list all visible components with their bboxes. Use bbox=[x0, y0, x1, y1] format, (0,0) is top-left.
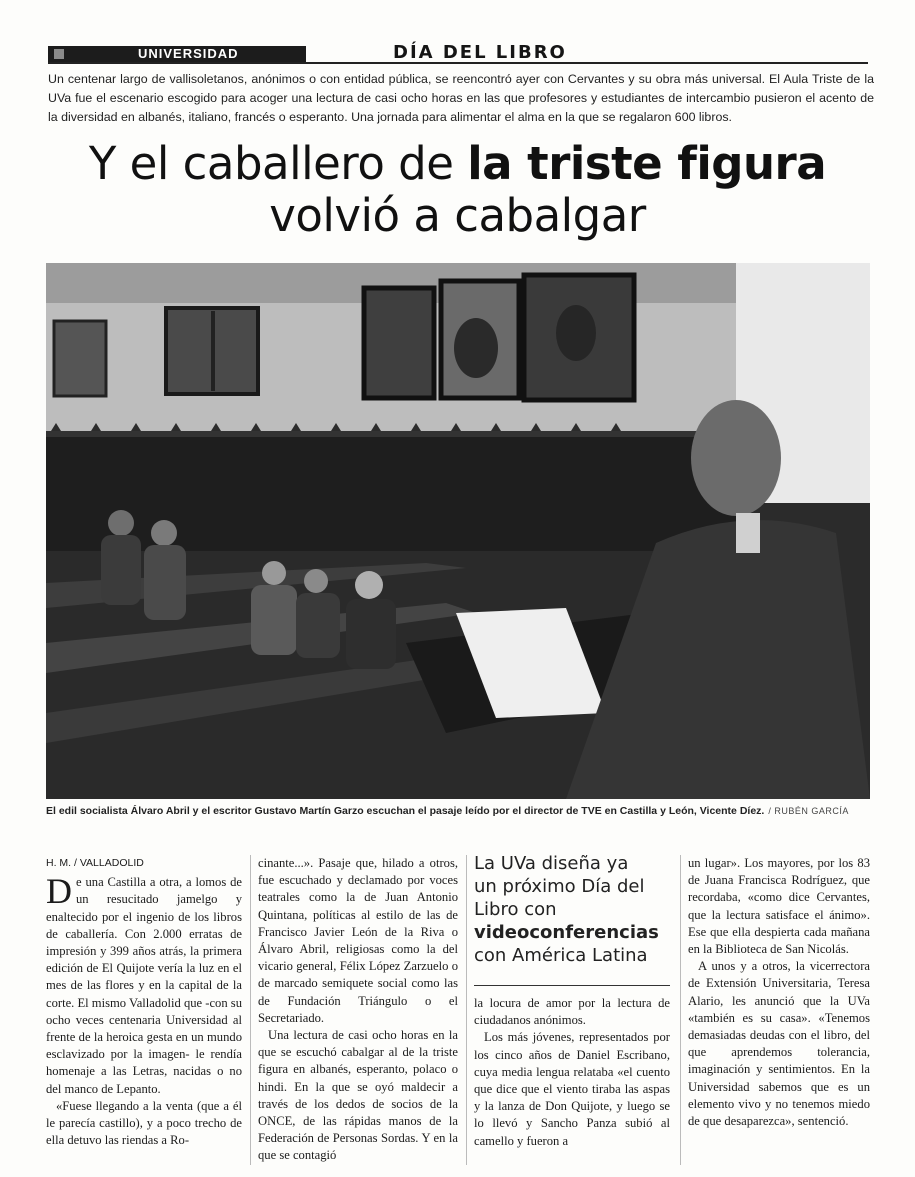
pull-quote-bold: videoconferencias bbox=[474, 922, 659, 943]
photo-illustration bbox=[46, 263, 870, 799]
column-divider-3 bbox=[680, 855, 681, 1165]
section-marker-square bbox=[54, 49, 64, 59]
byline: H. M. / VALLADOLID bbox=[46, 857, 144, 869]
pull-quote-rule bbox=[474, 985, 670, 986]
section-topic: DÍA DEL LIBRO bbox=[393, 42, 567, 63]
photo-caption bbox=[46, 805, 876, 817]
section-label: UNIVERSIDAD bbox=[138, 46, 239, 61]
section-rule bbox=[48, 62, 868, 64]
column-4-paragraph-1: un lugar». Los mayores, por los 83 de Juana Francisca Rodríguez, que recordaba, «como dice Cervantes, que la lectura satisface el ánimo». Ese que ella despierta cada mañana en la Biblioteca de San Nicolás. bbox=[688, 856, 870, 957]
pull-quote bbox=[474, 852, 659, 967]
column-4 bbox=[688, 855, 870, 1130]
section-label-box bbox=[48, 46, 306, 62]
column-2-paragraph-2: Una lectura de casi ocho horas en la que se escuchó cabalgar al de la triste figura en albanés, esperanto, polaco o hindi. En la que se oyó maldecir a través de los dedos de socios de la ONCE, de las rápidas manos de la Federación de Personas Sordas. Y en la que se contagió bbox=[258, 1028, 458, 1163]
column-1 bbox=[46, 855, 242, 1149]
article-headline bbox=[40, 138, 875, 242]
column-2-paragraph-1: cinante...». Pasaje que, hilado a otros, fue escuchado y declamado por voces teatrales como la de Juan Antonio Quintana, políticas al estilo de las de Francisco Javier León de la Riva o Álvaro Abril, religiosas como la del vicario general, Félix López Zarzuelo o de marcado semiquete social como las de Fundación Triángulo o el Secretariado. bbox=[258, 856, 458, 1025]
photo-credit: / RUBÉN GARCÍA bbox=[768, 806, 849, 816]
column-divider-2 bbox=[466, 855, 467, 1165]
caption-text: El edil socialista Álvaro Abril y el escritor Gustavo Martín Garzo escuchan el pasaje leído por el director de TVE en Castilla y León, Vicente Díez. bbox=[46, 805, 765, 817]
lede-paragraph: Un centenar largo de vallisoletanos, anónimos o con entidad pública, se reencontró ayer con Cervantes y su obra más universal. El Aula Triste de la UVa fue el escenario escogido para acoger una lectura de casi ocho horas en las que profesores y estudiantes de intercambio pusieron el acento de la diversidad en albanés, italiano, francés o esperanto. Una jornada para alimentar el alma en la que se regalaron 600 libros. bbox=[48, 72, 874, 124]
headline-part-3: volvió a cabalgar bbox=[269, 189, 646, 242]
column-4-paragraph-2: A unos y a otros, la vicerrectora de Extensión Universitaria, Teresa Alario, les anunció que la UVa «también es su casa». «Tenemos demasiadas deudas con el libro, del que aprendemos tolerancia, imaginación y sentimientos. En la Universidad sabemos que es un elemento vivo y no tenemos miedo de que desaparezca», sentenció. bbox=[688, 959, 870, 1129]
column-2 bbox=[258, 855, 458, 1165]
column-1-paragraph-2: «Fuese llegando a la venta (que a él le parecía castillo), y a poco trecho de ella detuvo las riendas a Ro- bbox=[46, 1098, 242, 1148]
article-photo bbox=[46, 263, 870, 799]
drop-cap: D bbox=[46, 871, 72, 912]
column-3-paragraph-1: la locura de amor por la lectura de ciudadanos anónimos. bbox=[474, 996, 670, 1028]
section-header bbox=[48, 44, 868, 64]
headline-part-1: Y el caballero de bbox=[88, 137, 468, 190]
column-1-paragraph-1 bbox=[46, 871, 242, 1098]
column-3 bbox=[474, 995, 670, 1150]
column-3-paragraph-2: Los más jóvenes, representados por los cinco años de Daniel Escribano, cuya media lengua relataba «el cuento que dice que el viento tiraba las aspas y la lanza de Don Quijote, y luego se lo llevó y Sancho Panza subió al camello y fueron a bbox=[474, 1030, 670, 1148]
column-divider-1 bbox=[250, 855, 251, 1165]
headline-part-2: la triste figura bbox=[467, 137, 827, 190]
pull-quote-part-1: La UVa diseña ya un próximo Día del Libro con bbox=[474, 853, 645, 920]
pull-quote-part-2: con América Latina bbox=[474, 945, 648, 966]
column-1-text-1: e una Castilla a otra, a lomos de un resucitado jamelgo y enaltecido por el ingenio de los libros de caballería. Con 2.000 erratas de impresión y 399 años atrás, la primera edición de El Quijote vería la luz en el mes de las flores y en la capital de la corte. El mismo Valladolid que -con su ocho veces centenaria Universidad al frente de la heroica gesta en un mundo esclavizado por la imagen- le rendía homenaje a las Letras, nacidas o no del manco de Lepanto. bbox=[46, 875, 242, 1096]
